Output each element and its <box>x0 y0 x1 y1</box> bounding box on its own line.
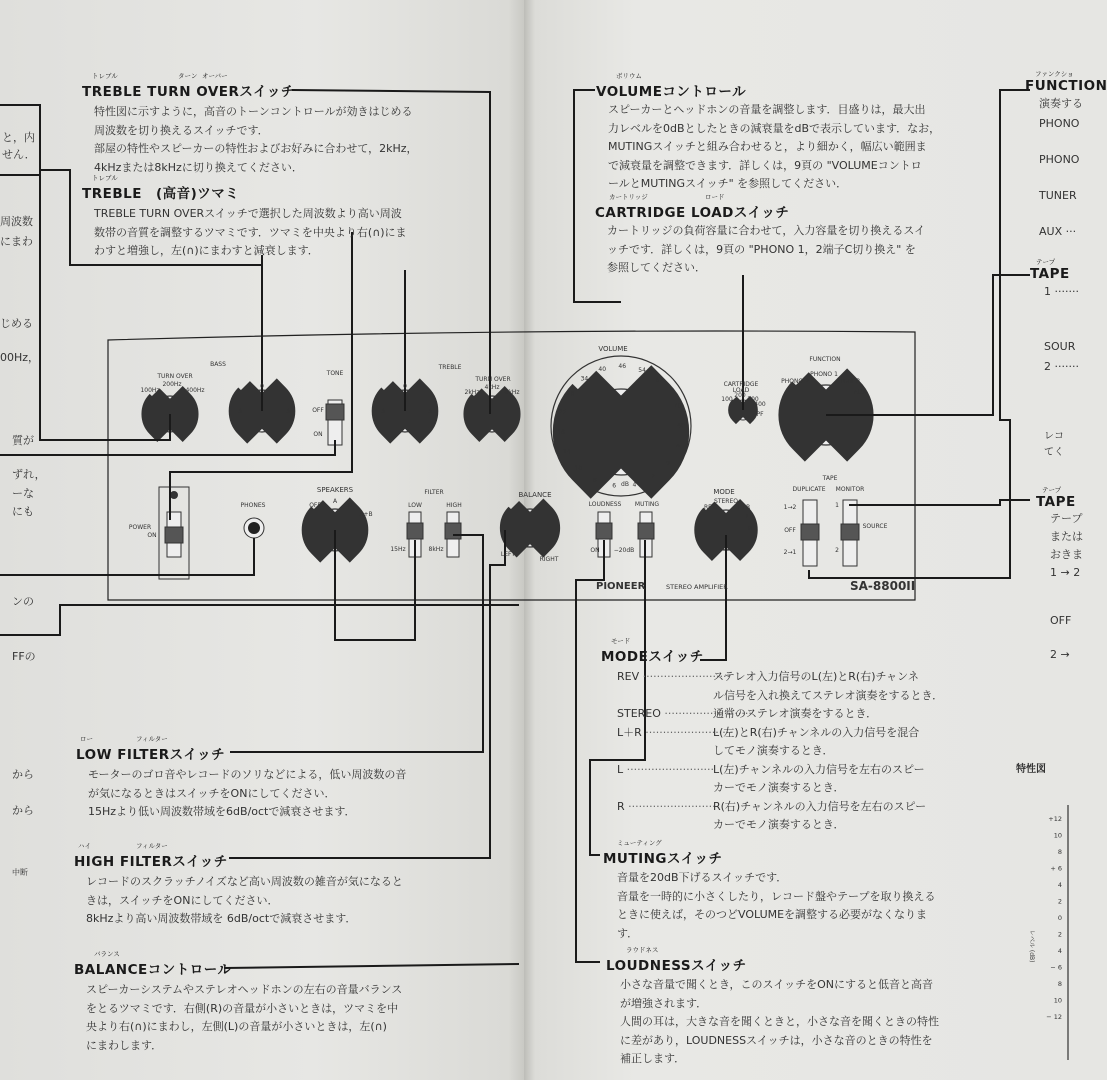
edge-text: AUX ··· <box>1039 225 1077 238</box>
heading-text: CARTRIDGE LOADスイッチ <box>595 205 790 221</box>
chart-tick-label: 10 <box>1053 996 1062 1005</box>
body-line: で減衰量を調整できます．詳しくは，9頁の "VOLUMEコントロ <box>608 158 922 172</box>
volume-scale-label: 54 <box>638 366 646 374</box>
body-line: ときに使えば，そのつどVOLUMEを調整する必要がなくなりま <box>617 908 928 921</box>
volume-scale-label: 0 <box>666 460 671 468</box>
edge-text: 1 ······· <box>1044 285 1079 298</box>
edge-text: おきま <box>1050 548 1083 561</box>
body-line: 8kHzより高い周波数帯域を 6dB/octで減衰させます． <box>86 912 357 925</box>
power-on-label: ON <box>147 532 157 539</box>
mode-desc: カーでモノ演奏するとき． <box>713 818 845 831</box>
ruby: バランス <box>94 950 120 958</box>
chart-tick-label: 10 <box>1053 831 1062 840</box>
volume-scale-label: 34 <box>580 375 589 383</box>
edge-text: 1 → 2 <box>1050 566 1081 579</box>
turnover-label: TURN OVER <box>475 376 511 383</box>
body-line: 周波数を切り換えるスイッチです． <box>94 123 269 137</box>
body-line: ールとMUTINGスイッチ" を参照してください． <box>608 177 848 190</box>
panel-outline <box>108 331 915 600</box>
heading-text: BALANCEコントロール <box>74 962 232 978</box>
bass-scale: 3 <box>286 408 290 415</box>
volume-section <box>596 72 941 194</box>
volume-db-label: dB <box>621 481 629 488</box>
body-line: が増強されます． <box>620 996 708 1010</box>
chart-tick-label: − 6 <box>1050 963 1062 972</box>
body-line: にまわします． <box>86 1038 163 1052</box>
function-pos-label: AUX <box>853 389 867 396</box>
heading-text: TREBLE (高音)ツマミ <box>82 186 240 202</box>
cartridge-value: 200 <box>734 392 746 399</box>
body-line: が気になるときはスイッチをONにしてください． <box>88 786 336 800</box>
balance-left-label: LEFT <box>500 551 516 558</box>
body-line: 4kHzまたは8kHzに切り換えてください． <box>94 160 303 174</box>
body-line: す． <box>617 926 639 940</box>
tape-duplicate-switch <box>801 500 819 566</box>
edge-text: OFF <box>1050 614 1072 627</box>
volume-scale-label: 18 <box>557 429 566 437</box>
mode-item-stereo <box>595 705 943 724</box>
mode-item-l <box>595 761 943 798</box>
edge-text: から <box>12 768 34 781</box>
body-line: 部屋の特性やスピーカーの特性およびお好みに合わせて，2kHz， <box>94 142 418 155</box>
ruby: テープ <box>1042 486 1062 494</box>
mode-item-lr <box>595 724 943 761</box>
edge-text: または <box>1050 530 1083 543</box>
function-pos-label: PHONO 2 <box>781 378 809 385</box>
edge-text: 質が <box>12 434 34 447</box>
heading-text: TAPE <box>1036 494 1076 510</box>
model-number: SA-8800II <box>850 579 916 593</box>
function-pos-label: TUNER <box>839 378 861 385</box>
duplicate-label: DUPLICATE <box>792 486 826 493</box>
treble-label: TREBLE <box>438 364 462 371</box>
volume-scale-label: 8 <box>592 477 597 484</box>
section-heading <box>82 72 418 100</box>
body-line: きは，スイッチをONにしてください． <box>86 893 279 907</box>
mode-pos-label: REV <box>703 504 717 511</box>
high-filter-section <box>74 842 403 929</box>
phones-jack <box>244 518 264 538</box>
mode-desc: カーでモノ演奏するとき． <box>713 781 845 794</box>
body-line: スピーカーとヘッドホンの音量を調整します．目盛りは，最大出 <box>608 103 926 116</box>
function-label: FUNCTION <box>809 356 841 363</box>
ruby: フィルター <box>136 735 168 743</box>
body-line: 力レベルを0dBとしたときの減衰量をdBで表示しています．なお， <box>608 121 941 135</box>
edge-text: にまわ <box>0 235 33 248</box>
body-line: に差があり，LOUDNESSスイッチは，小さな音のときの特性を <box>620 1033 933 1047</box>
bass-freq-label: 200Hz <box>162 381 182 388</box>
mode-desc: 通常のステレオ演奏をするとき． <box>713 707 878 720</box>
pioneer-logo: PIONEER <box>596 581 646 592</box>
mode-key: R ····· <box>595 798 713 835</box>
heading-text: HIGH FILTERスイッチ <box>74 854 228 870</box>
power-switch <box>159 487 189 579</box>
volume-scale-label: 28 <box>566 390 575 398</box>
balance-label: BALANCE <box>518 491 552 499</box>
chart-tick-label: 8 <box>1057 848 1062 856</box>
mode-key: REV ····· <box>595 668 713 705</box>
volume-scale-label: 14 <box>562 448 571 456</box>
tape-monitor-section-partial <box>1030 258 1079 461</box>
speakers-label: SPEAKERS <box>316 486 354 494</box>
volume-scale-label: 6 <box>612 482 617 490</box>
edge-text: PHONO <box>1039 117 1080 130</box>
chart-ylabel: レベル (dB) <box>1028 930 1035 963</box>
low-filter-section <box>76 735 407 822</box>
chart-title: 特性図 <box>1016 764 1046 775</box>
heading-text: LOW FILTERスイッチ <box>76 747 226 763</box>
edge-text: テープ <box>1050 512 1083 525</box>
ruby: ロー <box>80 735 93 743</box>
mode-pos-label: STEREO <box>714 498 738 505</box>
volume-scale-label: 46 <box>618 363 627 370</box>
monitor-label: MONITOR <box>835 486 865 493</box>
loudness-section <box>606 946 939 1069</box>
volume-scale-label: ∞ <box>675 442 681 450</box>
mode-desc: L(左)チャンネルの入力信号を左右のスピー <box>713 762 925 776</box>
edge-text: 周波数 <box>0 215 33 228</box>
edge-text: から <box>12 804 34 817</box>
tone-switch <box>326 400 344 445</box>
chart-ticks <box>1046 815 1062 1021</box>
duplicate-pos-label: 2→1 <box>783 549 797 556</box>
cartridge-value: PF <box>756 411 764 418</box>
heading-text: TAPE <box>1030 266 1070 282</box>
ruby: テープ <box>1036 258 1056 266</box>
treble-turnover-section <box>82 72 418 177</box>
loudness-on-label: ON <box>590 547 600 554</box>
body-line: モーターのゴロ音やレコードのソリなどによる，低い周波数の音 <box>88 768 407 781</box>
chart-tick-label: +12 <box>1048 815 1062 823</box>
edge-text: と，内 <box>2 131 35 144</box>
monitor-pos-label: 2 <box>835 547 839 554</box>
body-line: 音量を一時的に小さくしたり，レコード盤やテープを取り換える <box>617 889 936 903</box>
body-line: ッチです．詳しくは，9頁の "PHONO 1，2端子C切り換え" を <box>607 242 916 256</box>
body-line: 小さな音量で聞くとき，このスイッチをONにすると低音と高音 <box>620 978 934 991</box>
volume-scale-label: 22 <box>558 409 567 416</box>
body-line: 音量を20dB下げるスイッチです． <box>617 871 788 884</box>
edge-text: FFの <box>12 650 36 663</box>
ruby: ミューティング <box>617 839 662 847</box>
cartridge-value: 400 <box>754 401 766 408</box>
heading-text: VOLUMEコントロール <box>596 84 747 100</box>
load-label: LOAD <box>732 387 750 394</box>
speakers-pos-label: A <box>332 498 338 505</box>
ruby: ボリウム <box>616 72 642 80</box>
body-line: 央より右(∩)にまわし，左側(L)の音量が小さいときは，左(∩) <box>86 1020 387 1033</box>
volume-knob <box>551 356 691 496</box>
turnover-label: TURN OVER <box>157 373 193 380</box>
edge-text: レコ <box>1044 431 1064 442</box>
body-line: わすと増強し，左(∩)にまわすと減衰します． <box>94 244 319 257</box>
edge-text: SOUR <box>1044 340 1076 353</box>
mode-pos-label: R <box>747 525 753 532</box>
low-label: LOW <box>408 502 422 509</box>
filter-label: FILTER <box>424 489 444 496</box>
body-line: 数帯の音質を調整するツマミです．ツマミを中央より右(∩)にま <box>94 225 407 239</box>
edge-text: 演奏する <box>1039 97 1083 110</box>
mode-key: L ····· <box>595 761 713 798</box>
tape-monitor-switch <box>841 500 859 566</box>
heading-text: MUTINGスイッチ <box>603 851 723 867</box>
speakers-pos-label: A+B <box>359 511 373 518</box>
treble-freq-label: 2kHz <box>464 389 480 396</box>
tape-label: TAPE <box>822 475 838 482</box>
heading-text: TREBLE TURN OVERスイッチ <box>82 84 295 100</box>
bass-scale: 0 <box>260 383 264 390</box>
treble-freq-label: 8kHz <box>504 389 520 396</box>
body-line: MUTINGスイッチと組み合わせると，より細かく，幅広い範囲ま <box>608 140 927 153</box>
duplicate-pos-label: OFF <box>784 527 796 534</box>
model-description: STEREO AMPLIFIER <box>666 583 728 591</box>
edge-text: 00Hz， <box>0 351 40 364</box>
low-freq-label: 15Hz <box>390 546 406 553</box>
edge-text: PHONO <box>1039 153 1080 166</box>
heading-text: LOUDNESSスイッチ <box>606 958 747 974</box>
bass-freq-label: 100Hz <box>140 387 160 394</box>
body-line: 参照してください． <box>607 261 706 274</box>
treble-scale: 0 <box>403 383 407 390</box>
chart-tick-label: + 6 <box>1050 864 1062 873</box>
edge-text: ーな <box>12 487 34 500</box>
volume-label: VOLUME <box>598 345 628 353</box>
muting-label: MUTING <box>634 501 660 508</box>
edge-text: せん． <box>2 148 36 161</box>
ruby: トレブル <box>92 174 118 182</box>
volume-scale-label: 62 <box>655 377 664 384</box>
mode-desc: R(右)チャンネルの入力信号を左右のスピー <box>713 799 927 813</box>
chart-tick-label: 8 <box>1057 980 1062 988</box>
edge-text: 2 → <box>1050 648 1070 661</box>
volume-scale-label: 90 <box>677 422 685 430</box>
tape-duplicate-section-partial <box>1036 486 1083 664</box>
mode-label: MODE <box>713 488 735 496</box>
mode-desc: してモノ演奏するとき． <box>713 744 834 757</box>
body-line: TREBLE TURN OVERスイッチで選択した周波数より高い周波 <box>94 207 402 220</box>
cartridge-load-section <box>595 193 926 278</box>
heading-text: FUNCTION <box>1025 78 1107 94</box>
tone-off-label: OFF <box>312 407 324 414</box>
mode-item-rev <box>595 668 943 705</box>
phones-label: PHONES <box>240 502 266 509</box>
body-line: カートリッジの負荷容量に合わせて，入力容量を切り換えるスイ <box>607 224 926 237</box>
muting-value-label: −20dB <box>613 547 635 554</box>
mode-pos-label: L+R <box>737 504 751 511</box>
ruby: ハイ <box>78 842 91 850</box>
treble-turnover-knob <box>474 396 510 432</box>
body-line: スピーカーシステムやステレオヘッドホンの左右の音量バランス <box>86 983 403 996</box>
high-freq-label: 8kHz <box>428 546 444 553</box>
mode-key: L＋R ····· <box>595 724 713 761</box>
ruby: トレブル <box>92 72 118 80</box>
edge-text: ンの <box>12 595 34 608</box>
treble-scale: 3 <box>428 408 432 415</box>
heading-text: MODEスイッチ <box>601 649 704 665</box>
duplicate-pos-label: 1→2 <box>783 504 797 511</box>
treble-knob-section <box>82 174 407 261</box>
cartridge-value: 100 <box>721 396 733 403</box>
volume-scale-label: 4 <box>632 481 637 489</box>
balance-section <box>74 950 403 1055</box>
high-label: HIGH <box>446 502 462 509</box>
mode-desc: ステレオ入力信号のL(左)とR(右)チャンネ <box>713 670 919 683</box>
cartridge-value: 300 <box>747 396 759 403</box>
function-section-partial <box>1025 70 1107 242</box>
body-line: 補正します． <box>620 1052 686 1065</box>
chart-tick-label: 4 <box>1057 881 1062 889</box>
volume-scale-label: 10 <box>574 465 583 473</box>
body-line: 特性図に示すように，高音のトーンコントロールが効きはじめる <box>94 105 413 118</box>
body-line: 15Hzより低い周波数帯域を6dB/octで減衰させます． <box>88 805 356 818</box>
loudness-label: LOUDNESS <box>588 501 622 508</box>
power-label: POWER <box>128 524 152 531</box>
speakers-pos-label: B <box>347 502 353 509</box>
treble-freq-label: 4kHz <box>484 384 500 391</box>
chart-tick-label: 2 <box>1057 897 1062 906</box>
speakers-pos-label: OFF <box>309 502 321 509</box>
muting-section <box>603 839 936 943</box>
monitor-pos-label: SOURCE <box>862 523 888 530</box>
treble-scale: 3 <box>381 408 385 415</box>
ruby: ファンクショ <box>1035 70 1074 78</box>
mode-section <box>601 637 944 835</box>
balance-right-label: RIGHT <box>539 556 559 563</box>
edge-text: 2 ······· <box>1044 360 1079 373</box>
mode-desc: L(左)とR(右)チャンネルの入力信号を混合 <box>713 725 920 739</box>
body-line: をとるツマミです．右側(R)の音量が小さいときは，ツマミを中 <box>86 1001 399 1015</box>
mode-pos-label: L <box>746 513 750 520</box>
balance-knob <box>511 509 549 547</box>
bass-scale: 3 <box>238 408 242 415</box>
mode-desc: ル信号を入れ換えてステレオ演奏をするとき． <box>713 688 944 702</box>
volume-scale-label: 40 <box>598 366 607 373</box>
cartridge-label: CARTRIDGE <box>723 381 759 388</box>
ruby: モード <box>611 637 631 645</box>
edge-text: 中断 <box>12 868 28 877</box>
chart-tick-label: 0 <box>1057 914 1062 922</box>
mode-key: STEREO ····· <box>595 705 713 724</box>
bass-label: BASS <box>210 361 226 368</box>
body-line: レコードのスクラッチノイズなど高い周波数の雑音が気になると <box>86 875 403 888</box>
volume-scale-label: 2 <box>651 473 656 481</box>
mode-item-r <box>595 798 943 835</box>
edge-text: にも <box>12 505 34 518</box>
ruby: ターン <box>178 72 198 80</box>
volume-scale-label: 70 <box>673 402 682 410</box>
monitor-pos-label: 1 <box>835 502 839 509</box>
ruby: カートリッジ <box>609 193 648 201</box>
body-line: 人間の耳は，大きな音を聞くときと，小さな音を聞くときの特性 <box>620 1015 939 1028</box>
edge-text: ずれ， <box>12 468 46 481</box>
ruby: ロード <box>705 193 725 201</box>
bass-freq-label: 400Hz <box>185 387 205 394</box>
ruby: ラウドネス <box>626 946 659 954</box>
chart-tick-label: 2 <box>1057 930 1062 939</box>
edge-text: TUNER <box>1039 189 1077 202</box>
ruby: オーバー <box>202 72 228 80</box>
edge-text: じめる <box>0 317 33 330</box>
chart-tick-label: − 12 <box>1046 1013 1062 1021</box>
chart-tick-label: 4 <box>1057 947 1062 955</box>
tone-on-label: ON <box>313 431 323 438</box>
ruby: フィルター <box>136 842 168 850</box>
edge-text: てく <box>1044 447 1064 458</box>
tone-label: TONE <box>326 370 344 377</box>
function-pos-label: PHONO 1 <box>810 371 838 378</box>
